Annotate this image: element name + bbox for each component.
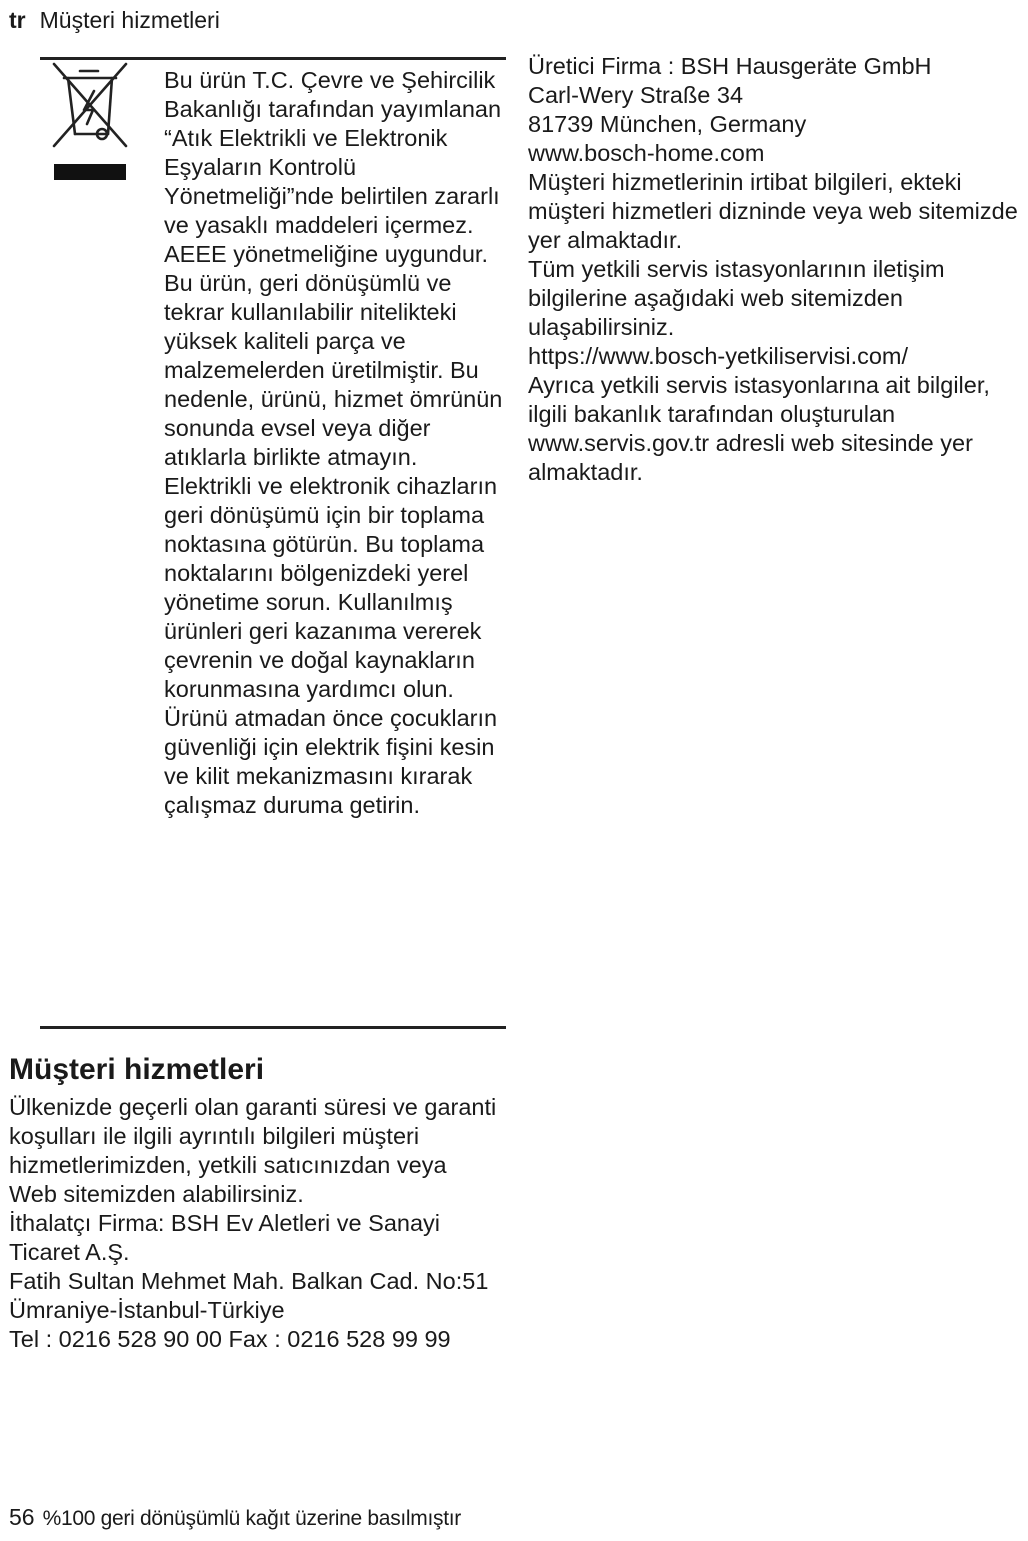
language-code: tr (9, 7, 26, 33)
manufacturer-text (528, 52, 1026, 487)
recycled-paper-note: %100 geri dönüşümlü kağıt üzerine basılmıştır (42, 1507, 461, 1530)
notice-bottom-rule (40, 1026, 506, 1029)
manufacturer-city: 81739 München, Germany (528, 111, 807, 137)
service-url: https://www.bosch-yetkiliservisi.com/ (528, 343, 909, 369)
importer-name: İthalatçı Firma: BSH Ev Aletleri ve Sanayi Ticaret A.Ş. (9, 1210, 440, 1265)
section-title: Müşteri hizmetleri (9, 1053, 265, 1086)
page-footer (9, 1502, 461, 1534)
manufacturer-street: Carl-Wery Straße 34 (528, 82, 744, 108)
page-number: 56 (9, 1504, 35, 1530)
crossed-out-wheelie-bin-icon (50, 60, 130, 184)
notice-paragraph: Bu ürün, geri dönüşümlü ve tekrar kullanılabilir nitelikteki yüksek kaliteli parça ve malzemelerden üretilmiştir. Bu nedenle, ürünü, hizmet ömrünün sonunda evsel veya diğer atıklarla birlikte atmayın. Elektrikli ve elektronik cihazların geri dönüşümü için bir toplama noktasına götürün. Bu toplama noktalarını bölgenizdeki yerel yönetime sorun. Kullanılmış ürünleri geri kazanıma vererek çevrenin ve doğal kaynakların korunmasına yardımcı olun. Ürünü atmadan önce çocukların güvenliği için elektrik fişini kesin ve kilit mekanizmasını kırarak çalışmaz duruma getirin. (164, 270, 503, 818)
manufacturer-website: www.bosch-home.com (528, 140, 765, 166)
customer-service-text (9, 1093, 499, 1354)
header-title: Müşteri hizmetleri (39, 7, 220, 33)
notice-paragraph: AEEE yönetmeliğine uygundur. (164, 241, 488, 267)
notice-paragraph: Bu ürün T.C. Çevre ve Şehircilik Bakanlığı tarafından yayımlanan “Atık Elektrikli ve Elektronik Eşyaların Kontrolü Yönetmeliği”nde belirtilen zararlı ve yasaklı maddeleri içermez. (164, 67, 502, 238)
contact-info: Müşteri hizmetlerinin irtibat bilgileri, ekteki müşteri hizmetleri dizninde veya web sitemizde yer almaktadır. (528, 169, 1018, 253)
manufacturer-company: Üretici Firma : BSH Hausgeräte GmbH (528, 53, 932, 79)
importer-address-city: Ümraniye-İstanbul-Türkiye (9, 1297, 285, 1323)
disposal-notice-text (164, 66, 504, 820)
ministry-info: Ayrıca yetkili servis istasyonlarına ait bilgiler, ilgili bakanlık tarafından oluşturulan www.servis.gov.tr adresli web sitesinde yer almaktadır. (528, 372, 990, 485)
warranty-intro: Ülkenizde geçerli olan garanti süresi ve garanti koşulları ile ilgili ayrıntılı bilgileri müşteri hizmetlerimizden, yetkili satıcınızdan veya Web sitemizden alabilirsiniz. (9, 1094, 497, 1207)
importer-phone-fax: Tel : 0216 528 90 00 Fax : 0216 528 99 99 (9, 1326, 451, 1352)
page-header (9, 6, 220, 34)
importer-address-line: Fatih Sultan Mehmet Mah. Balkan Cad. No:51 (9, 1268, 489, 1294)
service-info: Tüm yetkili servis istasyonlarının iletişim bilgilerine aşağıdaki web sitemizden ulaşabilirsiniz. (528, 256, 945, 340)
